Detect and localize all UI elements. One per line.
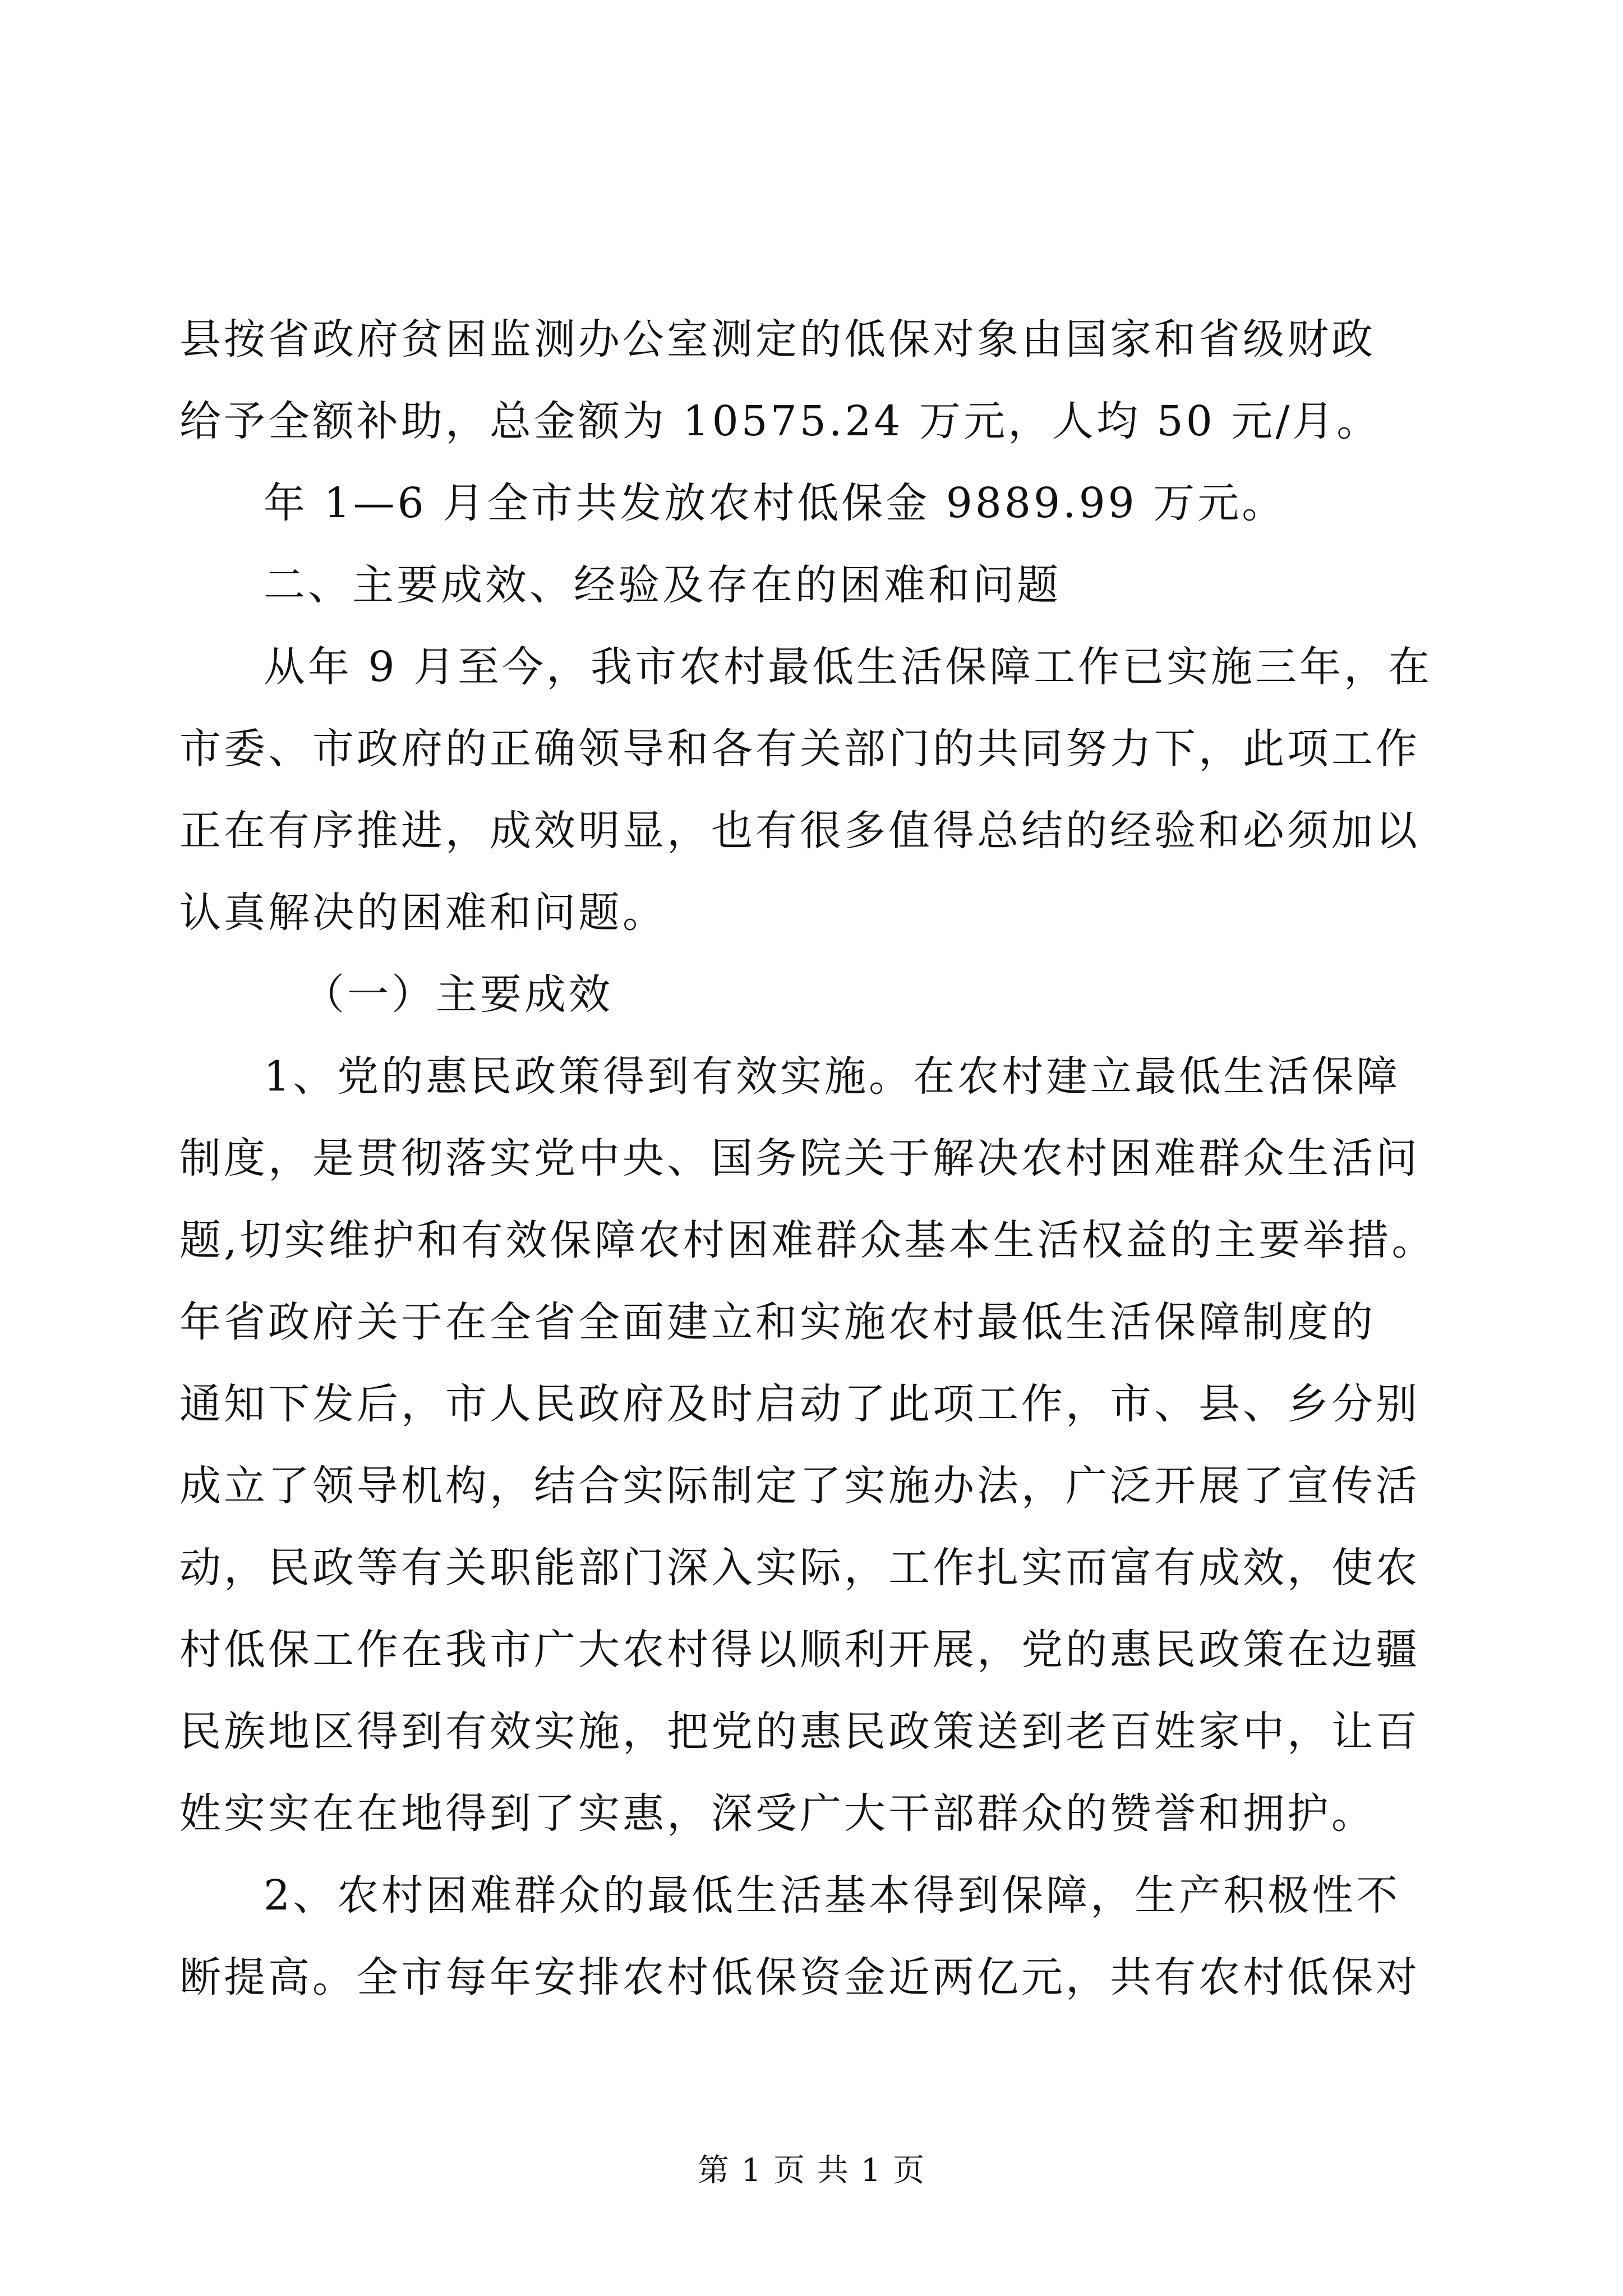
body-line: 制度，是贯彻落实党中央、国务院关于解决农村困难群众生活问 — [179, 1134, 1420, 1182]
body-line: 通知下发后，市人民政府及时启动了此项工作，市、县、乡分别 — [179, 1380, 1420, 1428]
body-line: 县按省政府贫困监测办公室测定的低保对象由国家和省级财政 — [179, 315, 1376, 364]
body-line: 2、农村困难群众的最低生活基本得到保障，生产积极性不 — [264, 1871, 1401, 1920]
section-heading: 二、主要成效、经验及存在的困难和问题 — [264, 561, 1061, 609]
body-line: 姓实实在在地得到了实惠，深受广大干部群众的赞誉和拥护。 — [179, 1789, 1376, 1838]
body-line: 年 1—6 月全市共发放农村低保金 9889.99 万元。 — [264, 479, 1287, 527]
body-line: 动，民政等有关职能部门深入实际，工作扎实而富有成效，使农 — [179, 1544, 1420, 1592]
page-number-footer: 第 1 页 共 1 页 — [697, 2152, 926, 2189]
body-line: 题,切实维护和有效保障农村困难群众基本生活权益的主要举措。 — [179, 1216, 1436, 1264]
body-line: 村低保工作在我市广大农村得以顺利开展，党的惠民政策在边疆 — [179, 1626, 1420, 1674]
body-line: 成立了领导机构，结合实际制定了实施办法，广泛开展了宣传活 — [179, 1462, 1420, 1510]
body-line: 给予全额补助，总金额为 10575.24 万元，人均 50 元/月。 — [179, 397, 1381, 445]
body-line: 正在有序推进，成效明显，也有很多值得总结的经验和必须加以 — [179, 807, 1420, 855]
subsection-heading: （一）主要成效 — [303, 970, 613, 1019]
body-line: 认真解决的困难和问题。 — [179, 889, 667, 937]
body-line: 市委、市政府的正确领导和各有关部门的共同努力下，此项工作 — [179, 725, 1420, 773]
body-line: 1、党的惠民政策得到有效实施。在农村建立最低生活保障 — [264, 1052, 1401, 1101]
body-line: 民族地区得到有效实施，把党的惠民政策送到老百姓家中，让百 — [179, 1708, 1420, 1756]
document-body — [179, 298, 1448, 2018]
body-line: 年省政府关于在全省全面建立和实施农村最低生活保障制度的 — [179, 1298, 1376, 1346]
body-line: 从年 9 月至今，我市农村最低生活保障工作已实施三年，在 — [264, 643, 1433, 691]
body-line: 断提高。全市每年安排农村低保资金近两亿元，共有农村低保对 — [179, 1953, 1420, 2001]
